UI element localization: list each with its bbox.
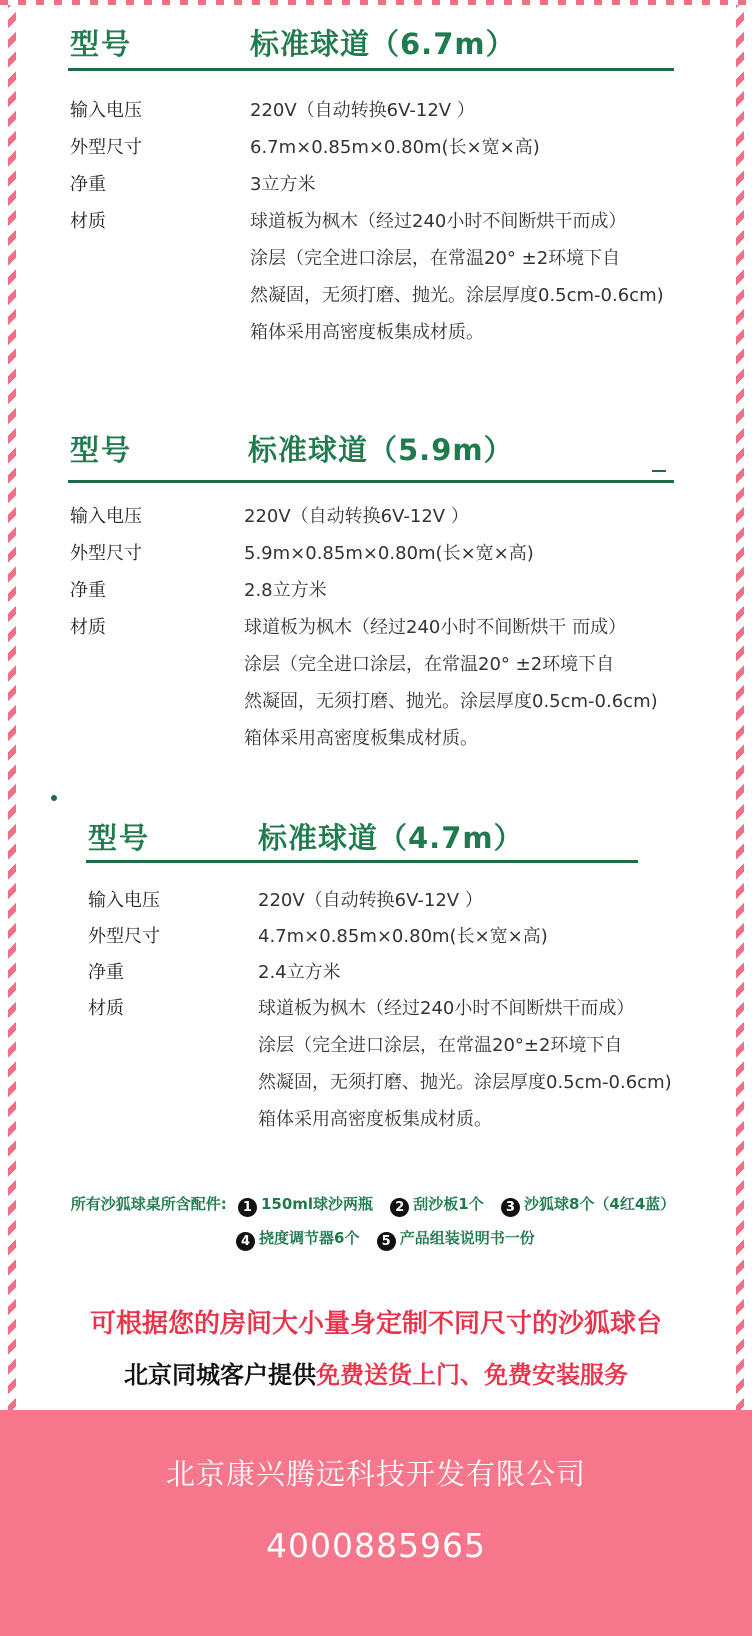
spec-rows	[70, 92, 690, 351]
accessory-item	[390, 1193, 483, 1217]
material-line: 涂层（完全进口涂层，在常温20°±2环境下自	[258, 1035, 623, 1056]
spec-row-weight	[88, 954, 688, 990]
accessory-item	[236, 1227, 359, 1251]
header-rule	[68, 480, 674, 483]
spec-row-material	[88, 990, 688, 1138]
accessory-item	[238, 1193, 373, 1217]
accessory-item	[377, 1227, 535, 1251]
spec-row-weight	[70, 572, 690, 609]
company-name: 北京康兴腾远科技开发有限公司	[165, 1457, 586, 1491]
stray-dot	[51, 795, 57, 801]
row-key: 外型尺寸	[70, 543, 142, 564]
row-key: 净重	[70, 580, 106, 601]
stray-mark	[652, 470, 666, 472]
material-line: 箱体采用高密度板集成材质。	[250, 322, 484, 343]
row-value: 4.7m×0.85m×0.80m(长×宽×高)	[258, 926, 548, 947]
row-value: 220V（自动转换6V-12V ）	[244, 506, 469, 527]
row-key: 净重	[88, 962, 124, 983]
row-key: 材质	[70, 617, 106, 638]
accessories-line-2	[230, 1227, 630, 1251]
material-line: 球道板为枫木（经过240小时不间断烘干而成）	[250, 211, 627, 232]
model-label: 型号	[70, 27, 133, 61]
accessory-item	[501, 1193, 675, 1217]
service-line	[0, 1355, 752, 1390]
spec-row-dimensions	[88, 918, 688, 954]
row-value: 2.8立方米	[244, 580, 327, 601]
model-title: 标准球道（6.7m）	[250, 27, 516, 61]
spec-header	[88, 816, 668, 860]
material-line: 涂层（完全进口涂层，在常温20° ±2环境下自	[250, 248, 621, 269]
row-key: 外型尺寸	[70, 137, 142, 158]
material-line: 涂层（完全进口涂层，在常温20° ±2环境下自	[244, 654, 615, 675]
number-badge: 4	[236, 1232, 255, 1251]
accessory-text: 150ml球沙两瓶	[260, 1195, 374, 1213]
accessories-line-1	[24, 1193, 728, 1217]
row-value: 2.4立方米	[258, 962, 341, 983]
spec-row-material	[70, 609, 690, 757]
material-line: 然凝固，无须打磨、抛光。涂层厚度0.5cm-0.6cm)	[250, 285, 664, 306]
spec-row-voltage	[70, 92, 690, 129]
material-text	[258, 990, 688, 1138]
spec-row-weight	[70, 166, 690, 203]
row-key: 净重	[70, 174, 106, 195]
number-badge: 5	[377, 1232, 396, 1251]
spec-rows	[70, 498, 690, 757]
row-key: 外型尺寸	[88, 926, 160, 947]
material-line: 箱体采用高密度板集成材质。	[244, 728, 478, 749]
number-badge: 2	[390, 1198, 409, 1217]
spec-header	[70, 22, 670, 66]
accessory-text: 沙狐球8个（4红4蓝）	[523, 1195, 676, 1213]
model-title: 标准球道（4.7m）	[258, 821, 524, 855]
spec-block-6-7m	[70, 22, 670, 343]
row-value: 220V（自动转换6V-12V ）	[250, 100, 475, 121]
top-dashed-border	[0, 0, 752, 5]
spec-block-5-9m	[70, 428, 680, 749]
row-key: 输入电压	[70, 100, 142, 121]
spec-row-material	[70, 203, 690, 351]
spec-block-4-7m	[88, 816, 672, 1130]
spec-header	[70, 428, 680, 472]
service-plain: 北京同城客户提供	[124, 1361, 316, 1389]
material-line: 然凝固，无须打磨、抛光。涂层厚度0.5cm-0.6cm)	[244, 691, 658, 712]
number-badge: 1	[238, 1198, 257, 1217]
material-line: 球道板为枫木（经过240小时不间断烘干 而成）	[244, 617, 627, 638]
phone-number[interactable]: 4000885965	[266, 1526, 486, 1565]
spec-row-dimensions	[70, 535, 690, 572]
accessories-intro: 所有沙狐球桌所含配件:	[70, 1195, 227, 1213]
row-key: 输入电压	[88, 890, 160, 911]
spec-row-voltage	[70, 498, 690, 535]
material-text	[244, 609, 690, 757]
row-value: 220V（自动转换6V-12V ）	[258, 890, 483, 911]
model-title: 标准球道（5.9m）	[248, 433, 514, 467]
header-rule	[86, 860, 638, 863]
model-label: 型号	[88, 821, 151, 855]
material-line: 箱体采用高密度板集成材质。	[258, 1109, 492, 1130]
header-rule	[68, 68, 674, 71]
row-key: 输入电压	[70, 506, 142, 527]
material-text	[250, 203, 690, 351]
row-value: 3立方米	[250, 174, 316, 195]
accessory-text: 产品组装说明书一份	[399, 1229, 535, 1247]
row-key: 材质	[88, 998, 124, 1019]
spec-row-voltage	[88, 882, 688, 918]
material-line: 然凝固，无须打磨、抛光。涂层厚度0.5cm-0.6cm)	[258, 1072, 672, 1093]
row-value: 5.9m×0.85m×0.80m(长×宽×高)	[244, 543, 534, 564]
accessory-text: 挠度调节器6个	[259, 1229, 360, 1247]
model-label: 型号	[70, 433, 133, 467]
footer-banner	[0, 1410, 752, 1636]
spec-row-dimensions	[70, 129, 690, 166]
service-highlight: 免费送货上门、免费安装服务	[316, 1361, 628, 1389]
row-key: 材质	[70, 211, 106, 232]
number-badge: 3	[501, 1198, 520, 1217]
spec-rows	[88, 882, 688, 1138]
custom-size-headline: 可根据您的房间大小量身定制不同尺寸的沙狐球台	[89, 1309, 662, 1339]
accessory-text: 刮沙板1个	[413, 1195, 484, 1213]
row-value: 6.7m×0.85m×0.80m(长×宽×高)	[250, 137, 540, 158]
material-line: 球道板为枫木（经过240小时不间断烘干而成）	[258, 998, 635, 1019]
